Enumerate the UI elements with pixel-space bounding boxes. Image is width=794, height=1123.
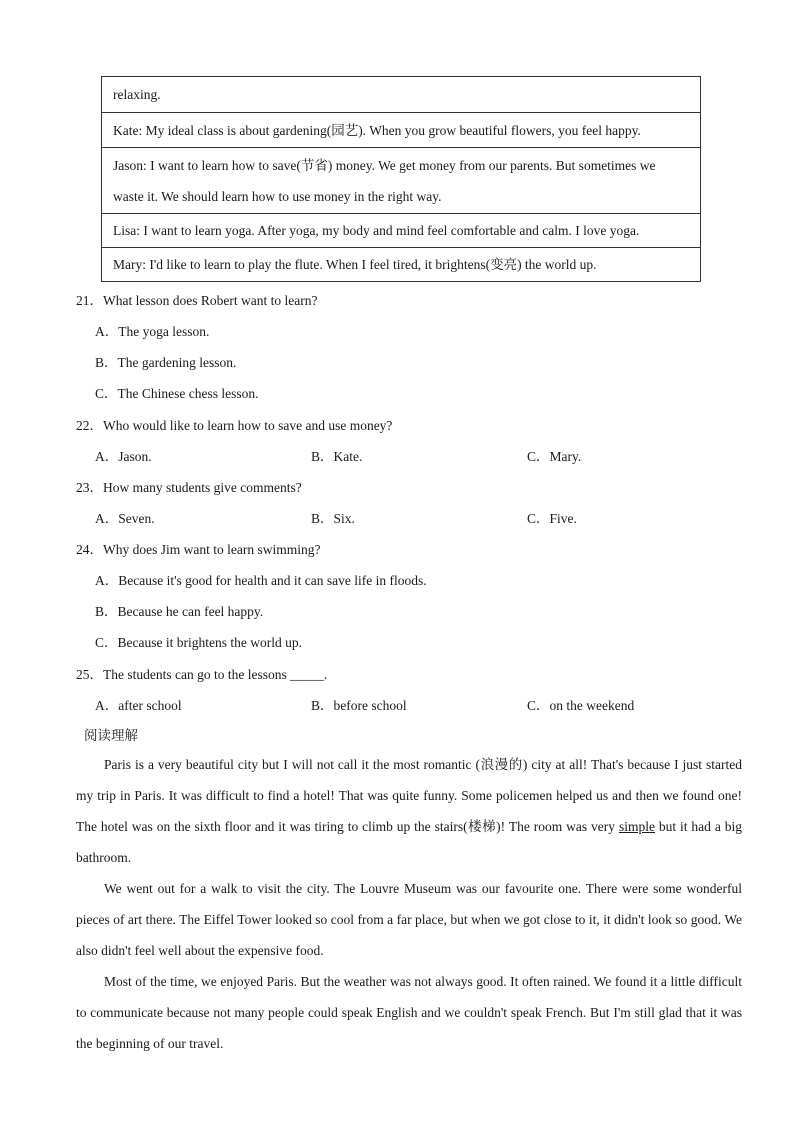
question-24: 24．Why does Jim want to learn swimming? bbox=[76, 542, 321, 557]
comments-table bbox=[101, 76, 701, 282]
q22-option-a: A．Jason. bbox=[95, 449, 152, 464]
section-title: 阅读理解 bbox=[84, 728, 138, 744]
table-row: relaxing. bbox=[113, 87, 161, 102]
table-row: Lisa: I want to learn yoga. After yoga, my body and mind feel comfortable and calm. I love yoga. bbox=[102, 213, 700, 247]
passage-text: Paris is a very beautiful city but I will not call it the most romantic (浪漫的) city at all! That's because I just started my trip in Paris. It was difficult to find a hotel! That was quite funny. Some policemen helped us and then we found one! The hotel was on the sixth floor and it was tiring to climb up the stairs(楼梯)! The room was very bbox=[76, 757, 742, 834]
q21-option-b: B．The gardening lesson. bbox=[95, 355, 237, 370]
table-row: Jason: I want to learn how to save(节省) money. We get money from our parents. But sometimes we waste it. We should learn how to use money in the right way. bbox=[102, 147, 700, 213]
q24-option-c: C．Because it brightens the world up. bbox=[95, 635, 302, 650]
q23-option-a: A．Seven. bbox=[95, 511, 155, 526]
q21-option-c: C．The Chinese chess lesson. bbox=[95, 386, 259, 401]
q24-option-b: B．Because he can feel happy. bbox=[95, 604, 264, 619]
passage-paragraph-3: Most of the time, we enjoyed Paris. But the weather was not always good. It often rained. We found it a little difficult to communicate because not many people could speak English and we couldn't speak French. But I'm still glad that it was the beginning of our travel. bbox=[76, 974, 742, 1051]
passage-paragraph-1 bbox=[76, 749, 742, 873]
q25-option-a: A．after school bbox=[95, 698, 182, 713]
q22-option-c: C．Mary. bbox=[527, 449, 582, 464]
passage-text: but it had a big bathroom. bbox=[76, 819, 742, 865]
question-25: 25．The students can go to the lessons _____. bbox=[76, 667, 328, 682]
passage-paragraph-2: We went out for a walk to visit the city. The Louvre Museum was our favourite one. There were some wonderful pieces of art there. The Eiffel Tower looked so cool from a far place, but when we got close to it, it didn't look so good. We also didn't feel well about the expensive food. bbox=[76, 881, 742, 958]
table-row: Mary: I'd like to learn to play the flute. When I feel tired, it brightens(变亮) the world up. bbox=[102, 247, 700, 281]
q23-option-c: C．Five. bbox=[527, 511, 577, 526]
reading-passage bbox=[76, 749, 742, 1059]
q22-option-b: B．Kate. bbox=[311, 449, 363, 464]
question-21: 21．What lesson does Robert want to learn? bbox=[76, 293, 318, 308]
question-22: 22．Who would like to learn how to save and use money? bbox=[76, 418, 393, 433]
q25-option-b: B．before school bbox=[311, 698, 407, 713]
question-23: 23．How many students give comments? bbox=[76, 480, 302, 495]
q21-option-a: A．The yoga lesson. bbox=[95, 324, 210, 339]
q23-option-b: B．Six. bbox=[311, 511, 355, 526]
underlined-word: simple bbox=[618, 819, 655, 834]
q25-option-c: C．on the weekend bbox=[527, 698, 635, 713]
table-row: Kate: My ideal class is about gardening(园艺). When you grow beautiful flowers, you feel happy. bbox=[102, 112, 700, 147]
q24-option-a: A．Because it's good for health and it can save life in floods. bbox=[95, 573, 427, 588]
